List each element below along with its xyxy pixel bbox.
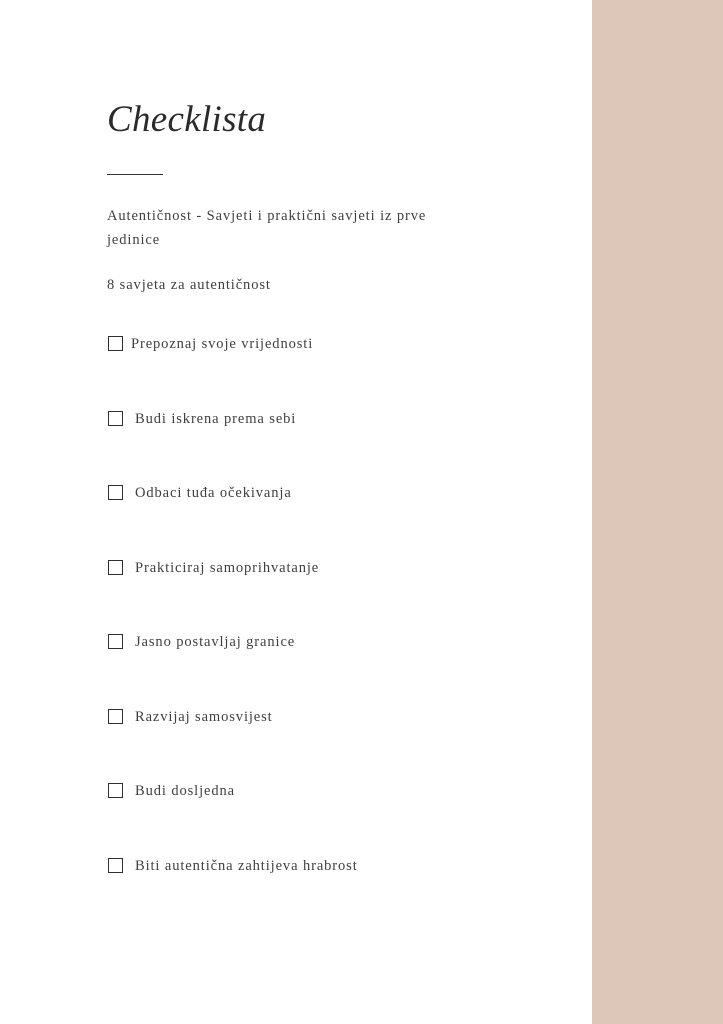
checklist-item-label: Prepoznaj svoje vrijednosti [131,336,314,352]
checkbox[interactable] [108,485,123,500]
checkbox[interactable] [108,560,123,575]
checkbox[interactable] [108,634,123,649]
checklist-item[interactable] [107,559,437,579]
checklist-item[interactable] [107,633,437,653]
checkbox[interactable] [108,783,123,798]
page-subtitle: Autentičnost - Savjeti i praktični savjeti iz prve jedinice [107,208,427,248]
checklist-item-label: Razvijaj samosvijest [135,709,273,725]
checklist-item-label: Biti autentična zahtijeva hrabrost [135,858,358,874]
checkbox[interactable] [108,858,123,873]
checklist-item[interactable] [107,708,437,728]
checkbox[interactable] [108,411,123,426]
checkbox[interactable] [108,709,123,724]
checklist-item[interactable] [107,857,437,877]
checkbox[interactable] [108,336,123,351]
checklist-item-label: Budi iskrena prema sebi [135,411,297,427]
page-title: Checklista [107,99,267,140]
checklist-item-label: Jasno postavljaj granice [135,634,296,650]
decorative-side-panel [592,0,723,1024]
title-divider [107,174,163,175]
checklist-item-label: Budi dosljedna [135,783,235,799]
checklist-item[interactable] [107,335,437,355]
section-label: 8 savjeta za autentičnost [107,277,271,293]
checklist-item-label: Prakticiraj samoprihvatanje [135,560,320,576]
checklist-item-label: Odbaci tuđa očekivanja [135,485,292,501]
checklist-item[interactable] [107,410,437,430]
checklist-item[interactable] [107,782,437,802]
checklist-item[interactable] [107,484,437,504]
